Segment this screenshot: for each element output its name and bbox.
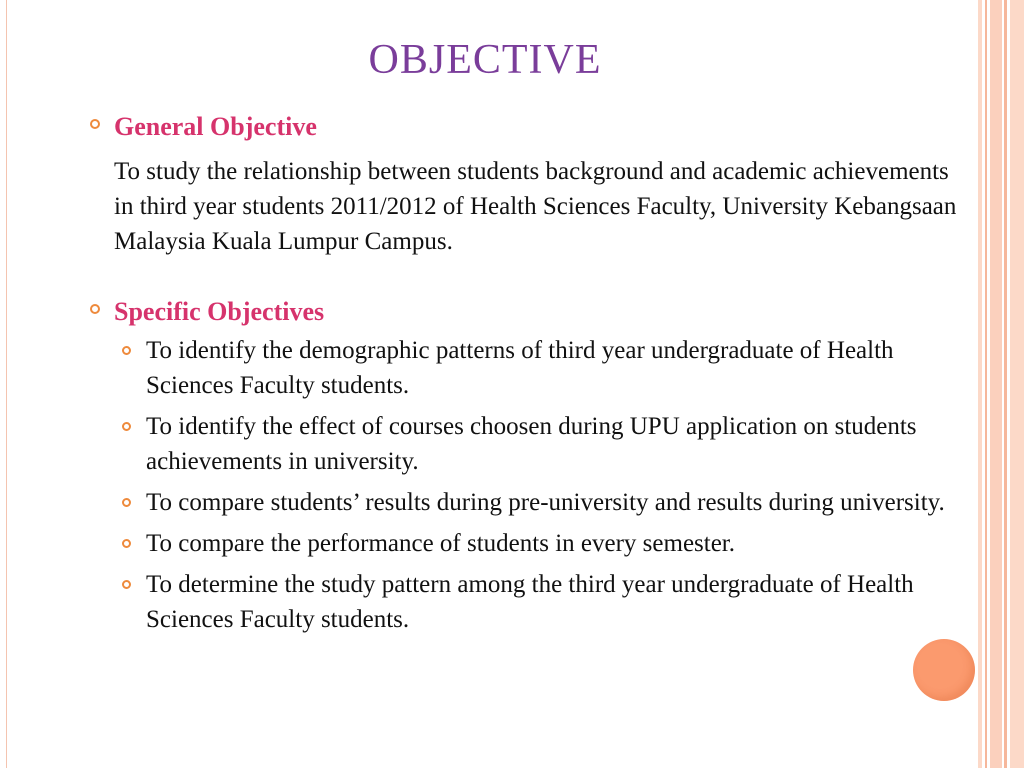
specific-objectives-heading: Specific Objectives — [114, 297, 325, 326]
ring-bullet-icon — [90, 304, 100, 314]
section-spacer — [88, 259, 968, 295]
list-item — [120, 409, 968, 479]
list-item — [120, 526, 968, 561]
right-stripe — [1004, 0, 1007, 768]
list-item — [120, 567, 968, 637]
list-item-text: To identify the effect of courses choosen during UPU application on students achievements in university. — [146, 413, 917, 475]
orange-circle-decoration — [913, 639, 975, 701]
list-item-text: To determine the study pattern among the third year undergraduate of Health Sciences Faculty students. — [146, 571, 914, 633]
slide-content — [88, 110, 968, 643]
list-item — [120, 485, 968, 520]
general-objective-heading: General Objective — [114, 112, 317, 141]
right-stripe — [990, 0, 1002, 768]
ring-bullet-icon — [122, 346, 131, 355]
general-objective-text: To study the relationship between students background and academic achievements in third year students 2011/2012 of Health Sciences Faculty, University Kebangsaan Malaysia Kuala Lumpur Campus. — [114, 158, 957, 255]
specific-objectives-section — [88, 295, 968, 329]
ring-bullet-icon — [122, 539, 131, 548]
specific-objectives-list — [120, 333, 968, 637]
ring-bullet-icon — [122, 498, 131, 507]
general-objective-section — [88, 110, 968, 144]
list-item-text: To identify the demographic patterns of third year undergraduate of Health Sciences Faculty students. — [146, 337, 894, 399]
ring-bullet-icon — [122, 580, 131, 589]
ring-bullet-icon — [90, 119, 100, 129]
slide-title: OBJECTIVE — [368, 37, 602, 83]
left-border-line — [6, 0, 7, 768]
list-item-text: To compare students’ results during pre-university and results during university. — [146, 489, 945, 516]
list-item-text: To compare the performance of students in every semester. — [146, 530, 736, 557]
ring-bullet-icon — [122, 422, 131, 431]
list-item — [120, 333, 968, 403]
right-stripe — [978, 0, 982, 768]
right-stripe — [985, 0, 987, 768]
right-stripe — [1010, 0, 1024, 768]
